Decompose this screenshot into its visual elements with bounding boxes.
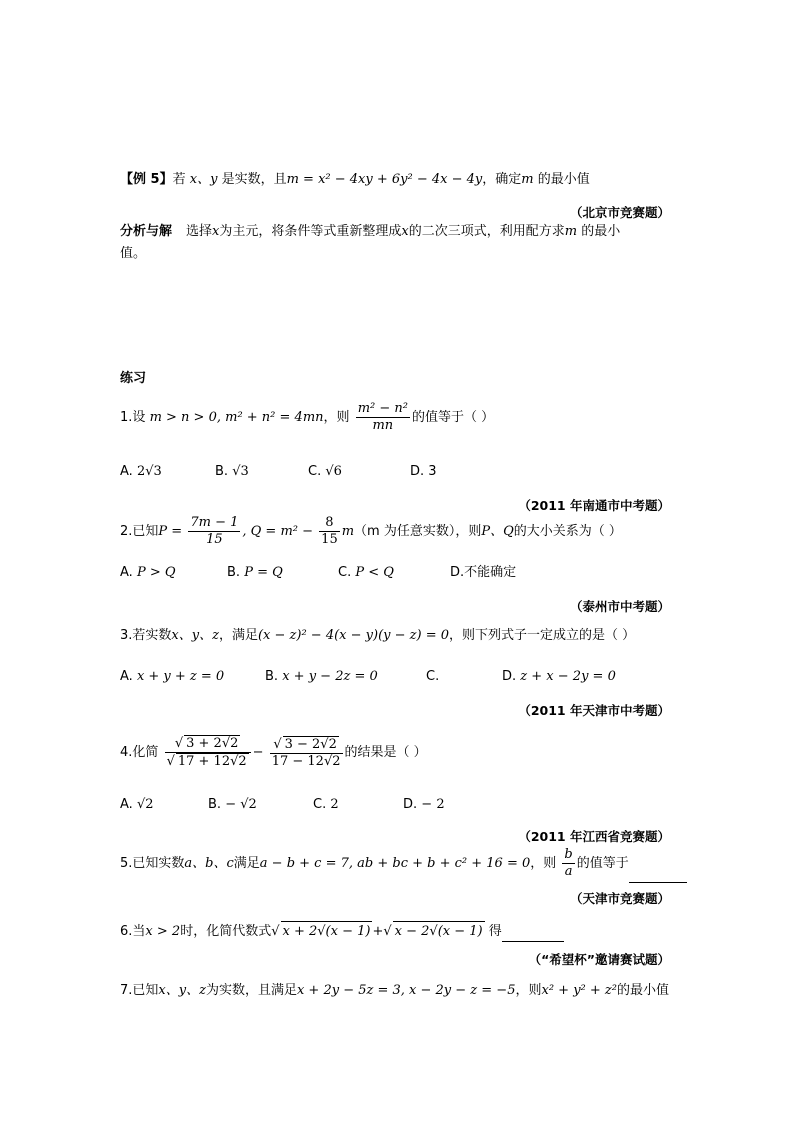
q4-option-c: C. 2 bbox=[313, 797, 339, 812]
q1-source: （2011 年南通市中考题） bbox=[518, 498, 670, 513]
analysis-line-2: 值。 bbox=[120, 246, 147, 261]
q3-option-c: C. bbox=[426, 669, 440, 684]
q1-option-a: A. 2√3 bbox=[120, 464, 162, 479]
analysis-line: 分析与解 选择x为主元，将条件等式重新整理成x的二次三项式，利用配方求m 的最小 bbox=[120, 224, 621, 239]
q4-option-a: A. √2 bbox=[120, 797, 154, 812]
q3-option-a: A. x + y + z = 0 bbox=[120, 669, 225, 684]
fraction: $\frac{7m - 1}{15}$ bbox=[190, 515, 239, 547]
q6-source: （“希望杯”邀请赛试题） bbox=[528, 952, 670, 967]
fraction: $\frac{\text{m² − n²}}{mn}$ bbox=[357, 401, 408, 433]
q4-source: （2011 年江西省竞赛题） bbox=[518, 829, 670, 844]
answer-blank[interactable] bbox=[502, 925, 564, 942]
q2-option-b: B. P = Q bbox=[227, 565, 283, 580]
q1-option-c: C. √6 bbox=[308, 464, 342, 479]
answer-blank[interactable] bbox=[629, 862, 687, 883]
math-vars: x、y bbox=[189, 172, 218, 187]
example5-line: 【例 5】若 x、y 是实数，且m = x² − 4xy + 6y² − 4x − 4y，确定m 的最小值 bbox=[120, 172, 590, 187]
q1-option-b: B. √3 bbox=[215, 464, 249, 479]
question-6: 6.当x > 2时，化简代数式√ x + 2√(x − 1) +√ x − 2√(x − 1) 得 bbox=[120, 921, 564, 942]
q4-option-b: B. − √2 bbox=[208, 797, 257, 812]
fraction: $\frac{√ 3 - 2√2}{17 - 12√2}$ bbox=[271, 736, 341, 769]
analysis-label: 分析与解 bbox=[120, 224, 173, 239]
example5-source: （北京市竞赛题） bbox=[569, 205, 670, 220]
question-2: 2.已知P = $\frac{7m - 1}{15}$ , Q = m² − $\frac{8}{15}$ m（m 为任意实数），则P、Q的大小关系为（ ） bbox=[120, 515, 622, 547]
q4-option-d: D. − 2 bbox=[403, 797, 445, 812]
q5-source: （天津市竞赛题） bbox=[569, 891, 670, 906]
fraction: $\frac{√ 3 + 2√2}{√ 17 + 12√2}$ bbox=[165, 735, 251, 770]
q3-source: （2011 年天津市中考题） bbox=[518, 703, 670, 718]
fraction: $\frac{8}{15}$ bbox=[321, 515, 338, 547]
q2-option-a: A. P > Q bbox=[120, 565, 176, 580]
q2-source: （泰州市中考题） bbox=[569, 599, 670, 614]
q3-option-b: B. x + y − 2z = 0 bbox=[265, 669, 378, 684]
question-4: 4.化简 $\frac{√ 3 + 2√2}{√ 17 + 12√2}$ − $\frac{√ 3 - 2√2}{17 - 12√2}$ 的结果是（ ） bbox=[120, 736, 427, 769]
q2-option-c: C. P < Q bbox=[338, 565, 394, 580]
q2-option-d: D.不能确定 bbox=[450, 565, 517, 580]
question-5: 5.已知实数a、b、c满足a − b + c = 7, ab + bc + b + c² + 16 = 0，则 $\frac{b}{a}$ 的值等于 bbox=[120, 845, 687, 883]
question-1: 1.设 m > n > 0, m² + n² = 4mn，则 $\frac{\text{m² − n²}}{mn}$ 的值等于（ ） bbox=[120, 401, 495, 433]
math-equation: m = x² − 4xy + 6y² − 4x − 4y bbox=[286, 172, 483, 187]
q3-option-d: D. z + x − 2y = 0 bbox=[502, 669, 616, 684]
q1-option-d: D. 3 bbox=[410, 464, 437, 479]
example-label: 【例 5】 bbox=[120, 172, 173, 187]
question-3: 3.若实数x、y、z，满足(x − z)² − 4(x − y)(y − z) = 0，则下列式子一定成立的是（ ） bbox=[120, 628, 636, 643]
practice-title: 练习 bbox=[120, 371, 147, 386]
fraction: $\frac{b}{a}$ bbox=[564, 847, 573, 879]
question-7: 7.已知x、y、z为实数，且满足x + 2y − 5z = 3, x − 2y − z = −5，则x² + y² + z²的最小值 bbox=[120, 983, 669, 998]
